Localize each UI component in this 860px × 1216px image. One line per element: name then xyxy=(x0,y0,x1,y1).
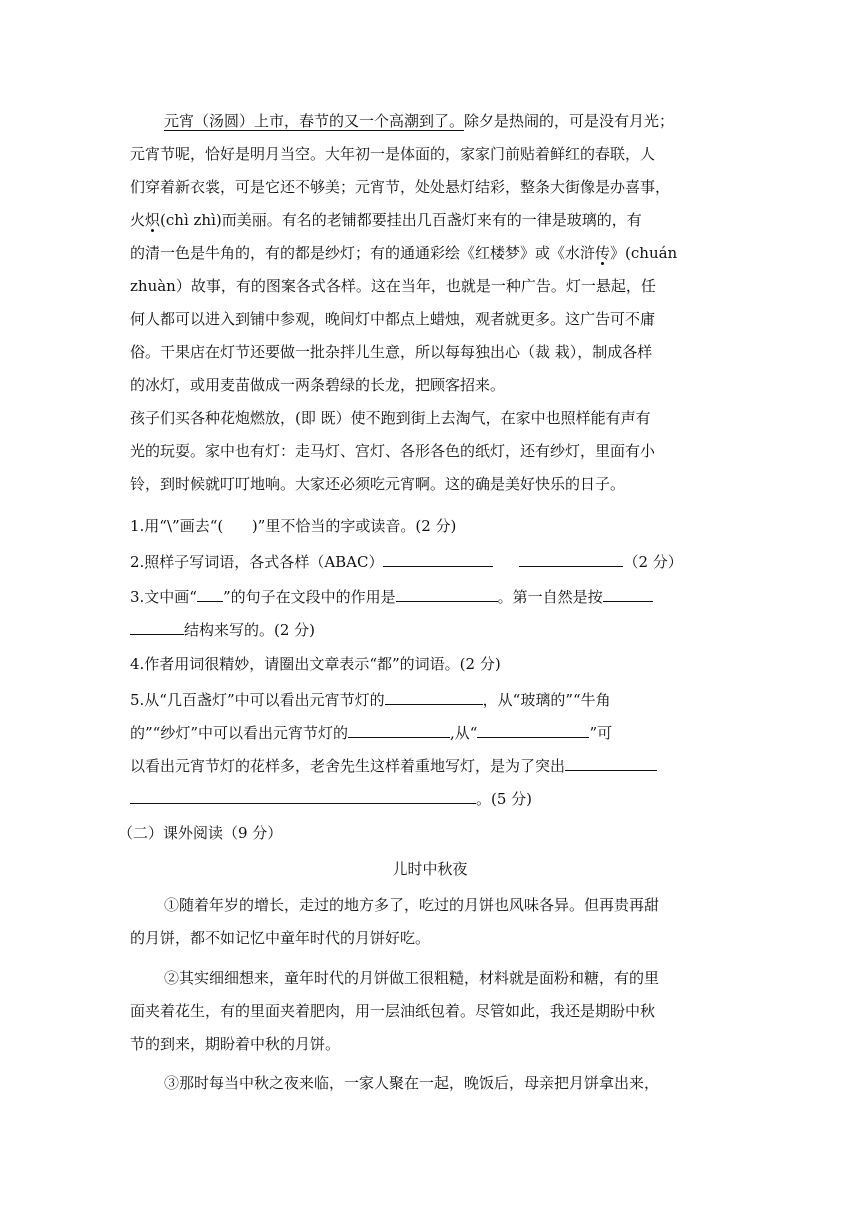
question-5-line-2: 的”“纱灯”中可以看出元宵节灯的 ,从“ ”可 xyxy=(130,719,612,745)
reading-para1-line-2: 的月饼，都不如记忆中童年时代的月饼好吃。 xyxy=(130,929,431,947)
passage-line-5: 的清一色是牛角的，有的都是纱灯；有的通通彩绘《红楼梦》或《水浒传》(chuán xyxy=(130,244,678,262)
reading-title: 儿时中秋夜 xyxy=(392,860,468,878)
passage-line-3: 们穿着新衣裳，可是它还不够美；元宵节，处处悬灯结彩，整条大街像是办喜事， xyxy=(130,178,671,196)
reading-para1-line-1: ①随着年岁的增长，走过的地方多了，吃过的月饼也风味各异。但再贵再甜 xyxy=(164,896,660,914)
question-5-line-4: 。(5 分) xyxy=(130,785,532,811)
dotted-character: 传 xyxy=(595,244,611,262)
answer-blank[interactable] xyxy=(603,583,653,602)
dotted-character: 炽 xyxy=(145,211,161,229)
passage-line-2: 元宵节呢，恰好是明月当空。大年初一是体面的，家家门前贴着鲜红的春联，人 xyxy=(130,145,656,163)
answer-blank[interactable] xyxy=(385,686,483,705)
question-3-line-1: 3.文中画“ ”的句子在文段中的作用是 。第一自然是按 xyxy=(130,583,653,609)
passage-line-8: 俗。干果店在灯节还要做一批杂拌儿生意，所以每每独出心（裁 栽），制成各样 xyxy=(130,343,653,361)
passage-para2-line-1: 孩子们买各种花炮燃放，(即 既）使不跑到街上去淘气，在家中也照样能有声有 xyxy=(130,409,651,427)
passage-para2-line-3: 铃，到时候就叮叮地响。大家还必须吃元宵啊。这的确是美好快乐的日子。 xyxy=(130,475,626,493)
answer-blank[interactable] xyxy=(519,548,623,567)
answer-blank[interactable] xyxy=(477,719,589,738)
answer-blank[interactable] xyxy=(130,785,476,804)
reading-para3-line-1: ③那时每当中秋之夜来临，一家人聚在一起，晚饭后，母亲把月饼拿出来， xyxy=(164,1074,660,1092)
passage-line-6: zhuàn）故事，有的图案各式各样。这在当年，也就是一种广告。灯一悬起，任 xyxy=(130,277,656,295)
underlined-sentence: 元宵（汤圆）上市，春节的又一个高潮到了。 xyxy=(164,112,465,130)
section-heading: （二）课外阅读（9 分） xyxy=(118,824,283,842)
question-5-line-3: 以看出元宵节灯的花样多，老舍先生这样着重地写灯，是为了突出 xyxy=(130,752,657,778)
reading-para2-line-2: 面夹着花生，有的里面夹着肥肉，用一层油纸包着。尽管如此，我还是期盼中秋 xyxy=(130,1002,656,1020)
question-4: 4.作者用词很精妙，请圈出文章表示“都”的词语。(2 分) xyxy=(130,655,501,673)
answer-blank[interactable] xyxy=(130,616,184,635)
answer-blank[interactable] xyxy=(348,719,450,738)
reading-para2-line-3: 节的到来，期盼着中秋的月饼。 xyxy=(130,1035,341,1053)
passage-line-1: 元宵（汤圆）上市，春节的又一个高潮到了。除夕是热闹的，可是没有月光； xyxy=(164,112,675,130)
question-3-line-2: 结构来写的。(2 分) xyxy=(130,616,315,642)
passage-line-4: 火炽(chì zhì)而美丽。有名的老铺都要挂出几百盏灯来有的一律是玻璃的，有 xyxy=(130,211,642,229)
question-5-line-1: 5.从“几百盏灯”中可以看出元宵节灯的 ，从“玻璃的”“牛角 xyxy=(130,686,611,712)
answer-blank[interactable] xyxy=(396,583,498,602)
question-2: 2.照样子写词语，各式各样（ABAC） （2 分） xyxy=(130,548,683,574)
passage-line-9: 的冰灯，或用麦苗做成一两条碧绿的长龙，把顾客招来。 xyxy=(130,376,506,394)
answer-blank[interactable] xyxy=(565,752,657,771)
passage-para2-line-2: 光的玩耍。家中也有灯：走马灯、宫灯、各形各色的纸灯，还有纱灯，里面有小 xyxy=(130,442,656,460)
underline-sample xyxy=(197,583,223,602)
reading-para2-line-1: ②其实细细想来，童年时代的月饼做工很粗糙，材料就是面粉和糖，有的里 xyxy=(164,969,660,987)
passage-line-7: 何人都可以进入到铺中参观，晚间灯中都点上蜡烛，观者就更多。这广告可不庸 xyxy=(130,310,656,328)
answer-blank[interactable] xyxy=(383,548,493,567)
question-1: 1.用“\”画去“( )”里不恰当的字或读音。(2 分) xyxy=(130,517,457,535)
